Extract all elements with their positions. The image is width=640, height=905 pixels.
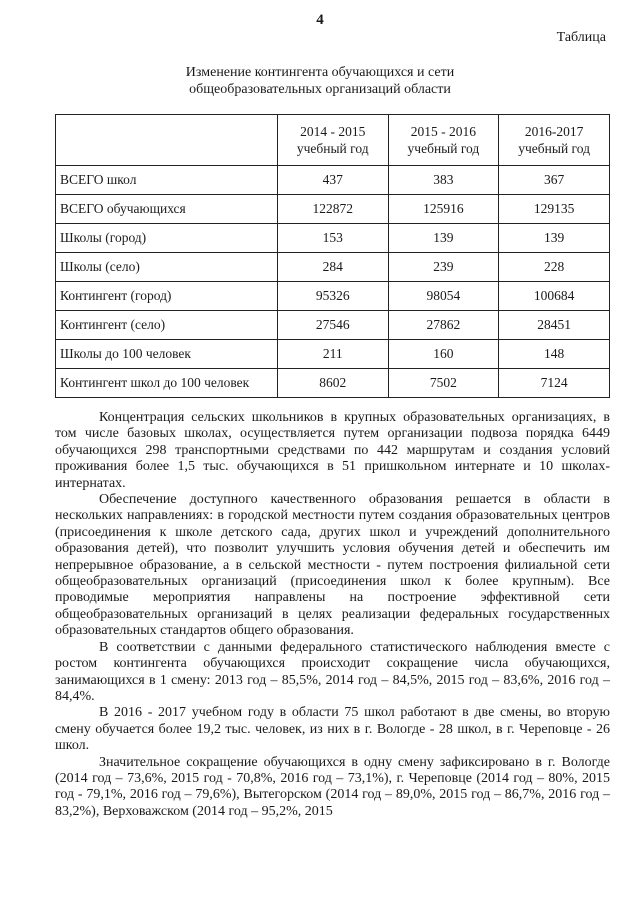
paragraph: В 2016 - 2017 учебном году в области 75 школ работают в две смены, во вторую смену обучается более 19,2 тыс. человек, из них в г. Вологде - 28 школ, в г. Череповце - 26 школ. [55,705,610,754]
table-row [56,282,610,311]
row-label: Школы до 100 человек [56,340,278,369]
header-cell-empty [56,115,278,166]
header-subtitle: учебный год [518,141,590,156]
body-text [55,410,610,820]
row-label: Школы (село) [56,253,278,282]
row-label: Контингент (село) [56,311,278,340]
cell-value: 8602 [277,369,388,398]
table-row [56,311,610,340]
cell-value: 7124 [499,369,610,398]
cell-value: 28451 [499,311,610,340]
cell-value: 27862 [388,311,499,340]
row-label: ВСЕГО обучающихся [56,195,278,224]
cell-value: 239 [388,253,499,282]
row-label: Контингент школ до 100 человек [56,369,278,398]
table-title [0,64,640,98]
cell-value: 211 [277,340,388,369]
cell-value: 437 [277,166,388,195]
cell-value: 100684 [499,282,610,311]
table-row [56,224,610,253]
table-row [56,195,610,224]
table-row [56,253,610,282]
cell-value: 129135 [499,195,610,224]
cell-value: 125916 [388,195,499,224]
header-cell-2014-2015 [277,115,388,166]
cell-value: 98054 [388,282,499,311]
header-cell-2016-2017 [499,115,610,166]
cell-value: 7502 [388,369,499,398]
header-year: 2015 - 2016 [410,124,477,139]
paragraph: Концентрация сельских школьников в крупных образовательных организациях, в том числе базовых школах, осуществляется путем организации подвоза порядка 6449 обучающихся 298 транспортными средствами по 442 маршрутам и создания условий проживания более 1,5 тыс. обучающихся в 51 пришкольном интернате и 10 школах-интернатах. [55,410,610,491]
cell-value: 367 [499,166,610,195]
cell-value: 160 [388,340,499,369]
cell-value: 284 [277,253,388,282]
header-year: 2014 - 2015 [300,124,366,139]
cell-value: 383 [388,166,499,195]
header-subtitle: учебный год [407,141,480,156]
table-header-row [56,115,610,166]
contingent-table [55,114,610,398]
cell-value: 153 [277,224,388,253]
row-label: ВСЕГО школ [56,166,278,195]
table-row [56,340,610,369]
table-label: Таблица [556,30,606,45]
cell-value: 139 [388,224,499,253]
table-title-line: общеобразовательных организаций области [189,82,451,97]
row-label: Контингент (город) [56,282,278,311]
table-row [56,369,610,398]
cell-value: 122872 [277,195,388,224]
cell-value: 139 [499,224,610,253]
cell-value: 148 [499,340,610,369]
paragraph: В соответствии с данными федерального статистического наблюдения вместе с ростом контингента обучающихся происходит сокращение числа обучающихся, занимающихся в 1 смену: 2013 год – 85,5%, 2014 год – 84,5%, 2015 год – 83,6%, 2016 год – 84,4%. [55,639,610,704]
header-cell-2015-2016 [388,115,499,166]
paragraph: Значительное сокращение обучающихся в одну смену зафиксировано в г. Вологде (2014 год – 73,6%, 2015 год - 70,8%, 2016 год – 73,1%), г. Череповце (2014 год – 80%, 2015 год - 79,1%, 2016 год – 79,6%), Вытегорском (2014 год – 89,0%, 2015 год – 86,7%, 2016 год – 83,2%), Верховажском (2014 год – 95,2%, 2015 [55,754,610,819]
row-label: Школы (город) [56,224,278,253]
page-number: 4 [316,12,324,28]
paragraph: Обеспечение доступного качественного образования решается в области в нескольких направлениях: в городской местности путем создания образовательных центров (присоединения к школе детского сада, других школ и учреждений дополнительного образования детей), что позволит улучшить условия обучения детей и обеспечить им непрерывное образование, а в сельской местности - путем построения филиальной сети общеобразовательных организаций (присоединения школ к более крупным). Все проводимые мероприятия направлены на построение эффективной сети общеобразовательных организаций в целях реализации федеральных государственных образовательных стандартов общего образования. [55,492,610,639]
table-title-line: Изменение контингента обучающихся и сети [185,65,455,80]
cell-value: 228 [499,253,610,282]
header-year: 2016-2017 [524,124,584,139]
table-row [56,166,610,195]
header-subtitle: учебный год [296,141,369,156]
cell-value: 95326 [277,282,388,311]
cell-value: 27546 [277,311,388,340]
